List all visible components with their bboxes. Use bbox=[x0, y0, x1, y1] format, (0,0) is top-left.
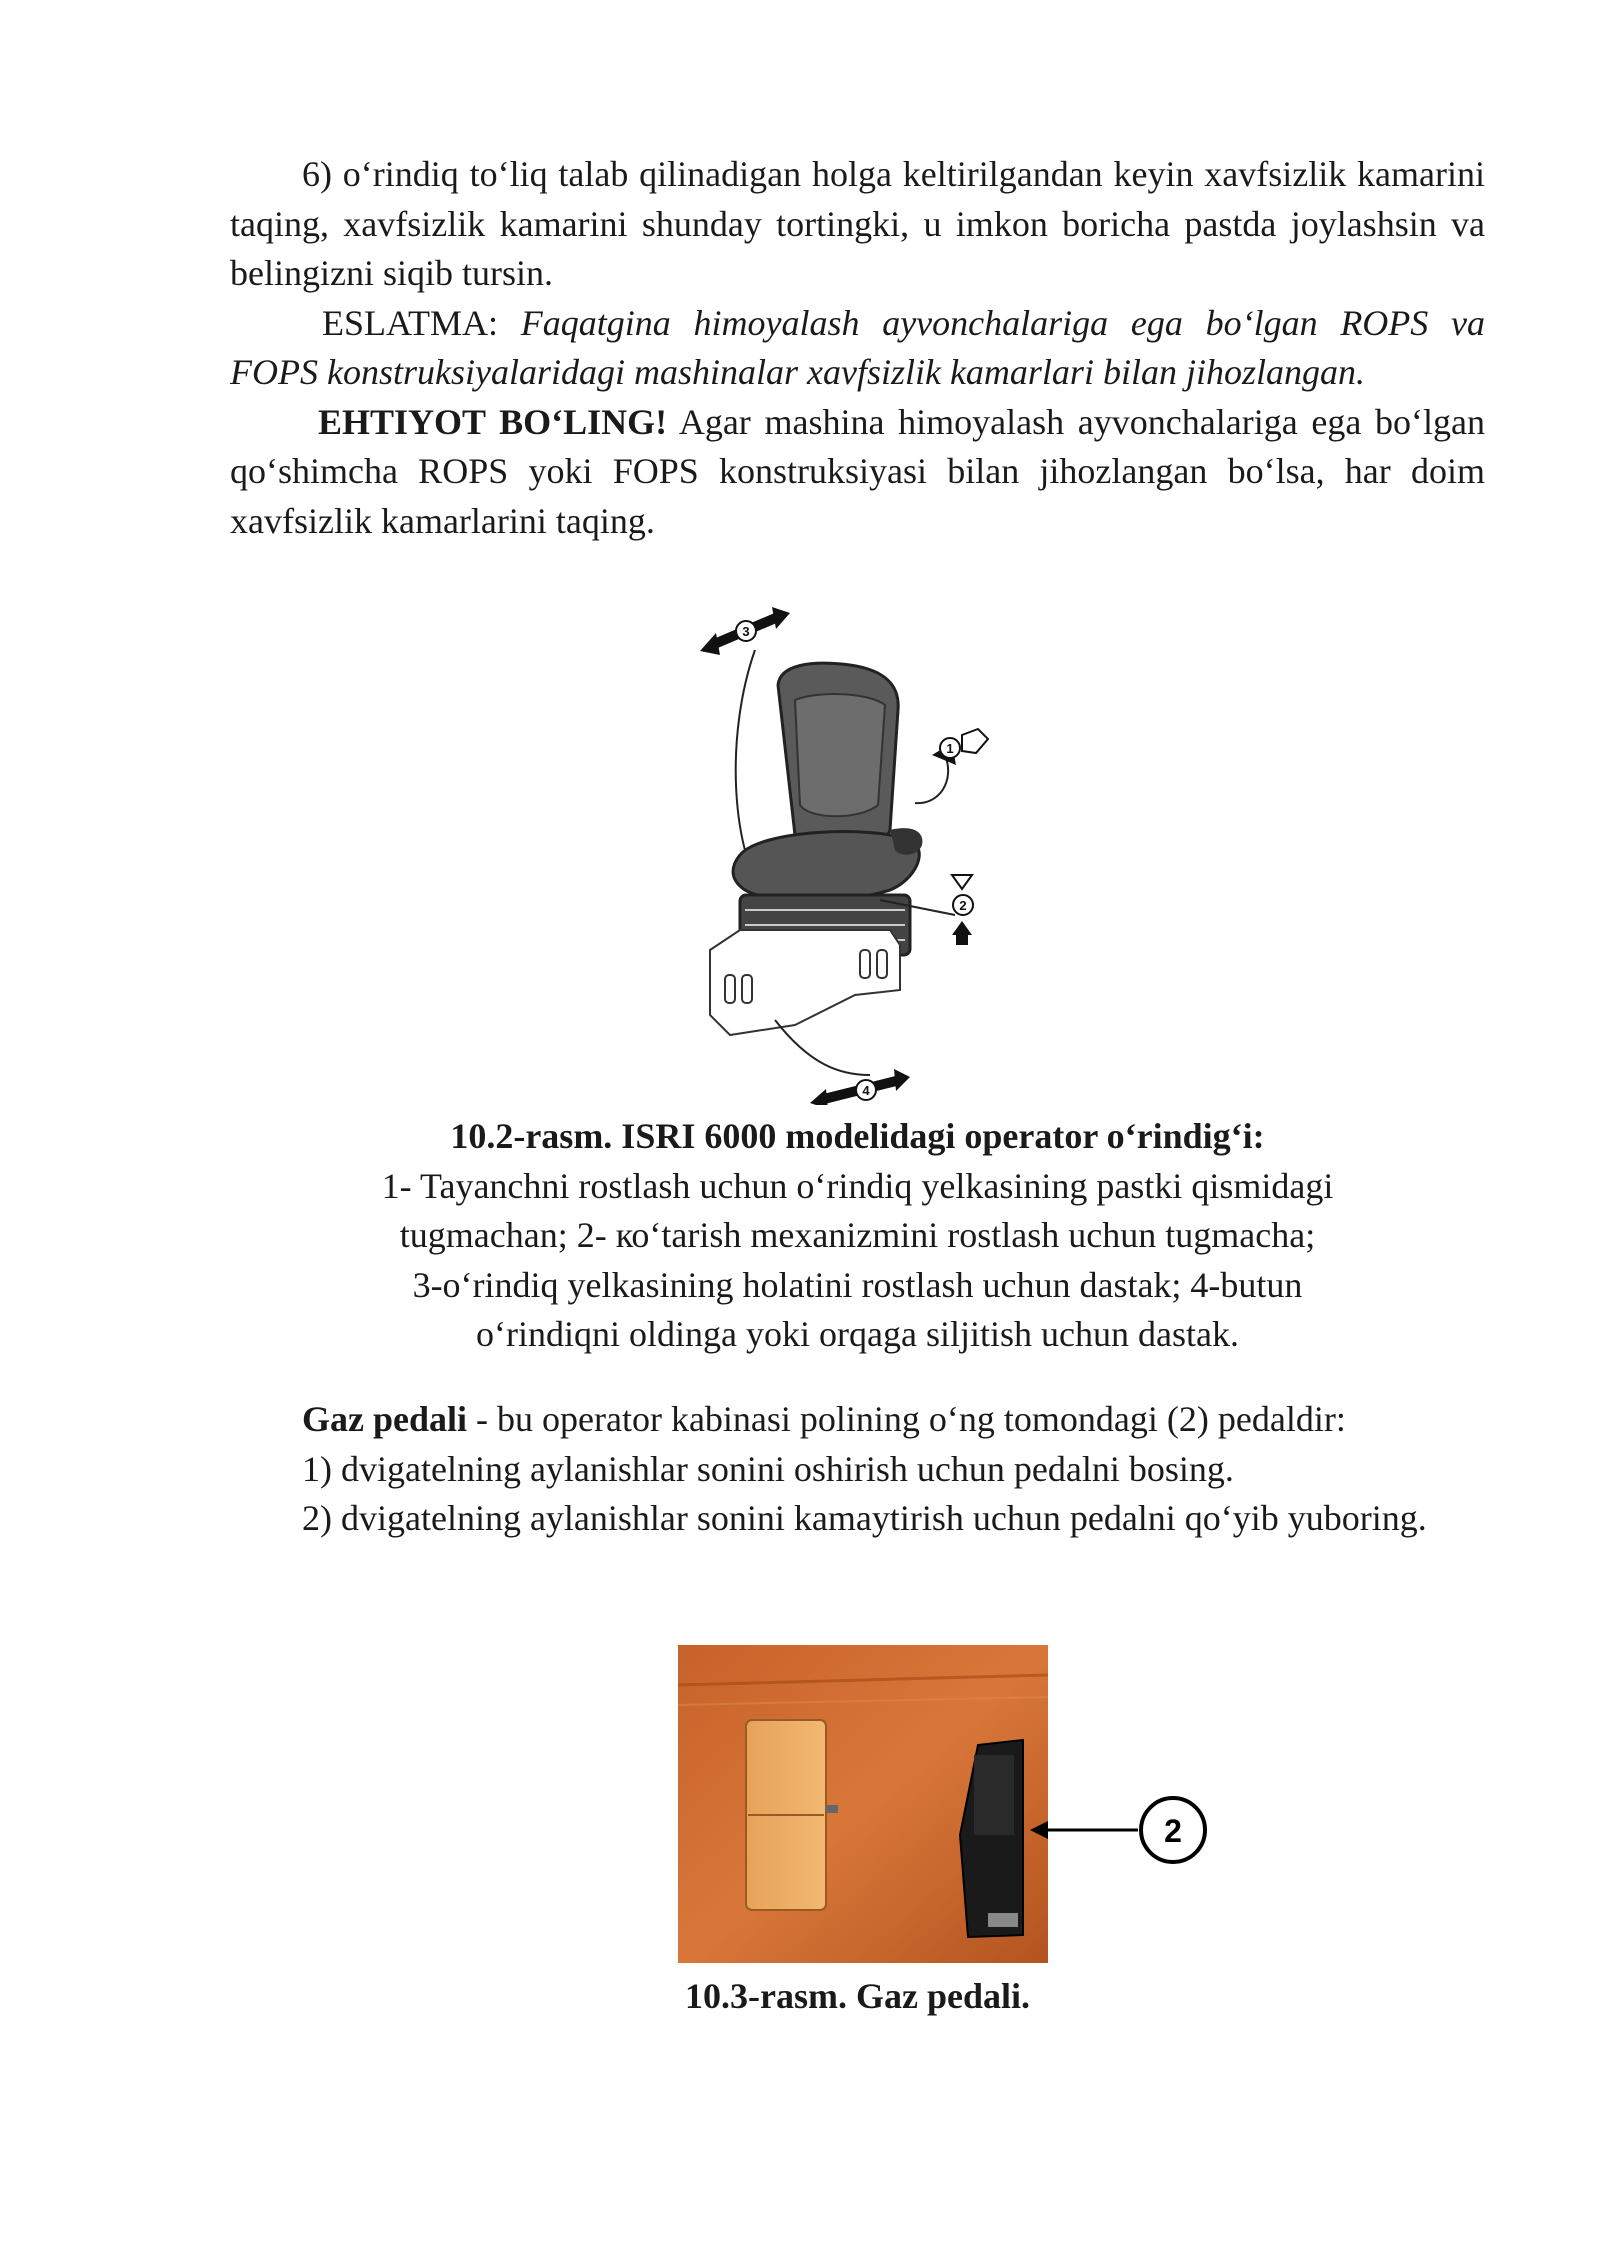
figure1-caption-line2: tugmachan; 2- коʻtarish mexanizmini rostlash uchun tugmacha; bbox=[399, 1215, 1316, 1255]
text-block-gas-pedal bbox=[230, 1395, 1485, 1544]
text-block-top bbox=[230, 150, 1485, 546]
figure2-caption bbox=[230, 1972, 1485, 2022]
gas-pedal-text: - bu operator kabinasi polining oʻng tomondagi (2) pedaldir: bbox=[467, 1399, 1346, 1439]
caution-text: Agar mashina himoyalash ayvonchalariga ega boʻlgan qoʻshimcha ROPS yoki FOPS konstruksiyasi bilan jihozlangan boʻlsa, har doim xavfsizlik kamarlarini taqing. bbox=[230, 401, 1486, 541]
paragraph-seatbelt: 6) oʻrindiq toʻliq talab qilinadigan holga keltirilgandan keyin xavfsizlik kamarini taqing, xavfsizlik kamarini shunday tortingki, u imkon boricha pastda joylashsin va belingizni siqib tursin. bbox=[230, 154, 1485, 293]
figure1-caption-line1: 1- Tayanchni rostlash uchun oʻrindiq yelkasining pastki qismidagi bbox=[381, 1165, 1334, 1206]
gas-step-1: 1) dvigatelning aylanishlar sonini oshirish uchun pedalni bosing. bbox=[302, 1448, 1234, 1489]
callout-4: 4 bbox=[862, 1083, 870, 1098]
callout-2: 2 bbox=[959, 898, 967, 913]
figure2-caption-title: 10.3-rasm. Gaz pedali. bbox=[685, 1976, 1030, 2016]
note-label: ESLATMA: bbox=[322, 302, 499, 343]
caution-paragraph bbox=[230, 398, 1485, 547]
note-paragraph bbox=[230, 299, 1485, 398]
callout-3: 3 bbox=[742, 624, 750, 639]
gas-pedal-figure bbox=[678, 1645, 1218, 1965]
gas-pedal-paragraph bbox=[230, 1395, 1485, 1445]
note-text: Faqatgina himoyalash ayvonchalariga ega boʻlgan ROPS va FOPS konstruksiyalaridagi mashinalar xavfsizlik kamarlari bilan jihozlangan. bbox=[230, 302, 1486, 392]
figure1-caption bbox=[230, 1112, 1485, 1360]
seat-figure bbox=[700, 605, 1020, 1105]
figure1-caption-line4: oʻrindiqni oldinga yoki orqaga siljitish uchun dastak. bbox=[476, 1314, 1239, 1354]
callout-2-gas: 2 bbox=[1164, 1813, 1182, 1849]
gas-pedal-term: Gaz pedali bbox=[302, 1399, 468, 1439]
gas-step-2: 2) dvigatelning aylanishlar sonini kamaytirish uchun pedalni qoʻyib yuboring. bbox=[302, 1498, 1427, 1538]
figure1-caption-line3: 3-oʻrindiq yelkasining holatini rostlash uchun dastak; 4-butun bbox=[412, 1264, 1303, 1305]
caution-label: EHTIYOT BOʻLING! bbox=[318, 401, 668, 442]
figure1-caption-title: 10.2-rasm. ISRI 6000 modelidagi operator oʻrindigʻi: bbox=[450, 1116, 1265, 1156]
callout-1: 1 bbox=[946, 741, 954, 756]
